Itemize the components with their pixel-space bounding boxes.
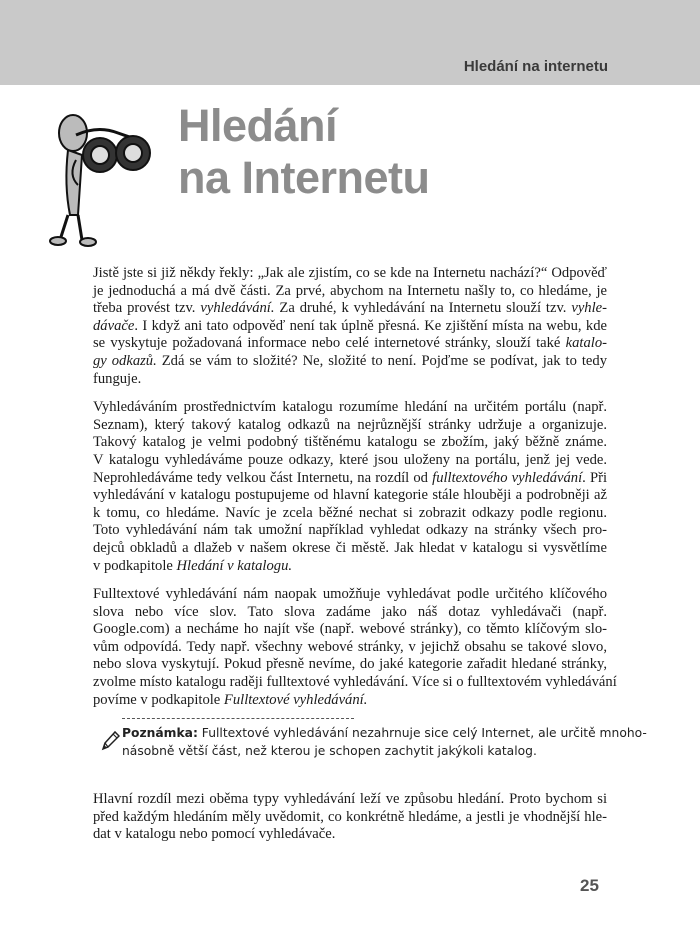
text-segment: v podkapitole (93, 557, 177, 574)
text-segment: . Při (582, 469, 607, 486)
text-line (93, 318, 607, 336)
italic-term: vyhle- (571, 300, 607, 317)
text-segment: Vyhledáváním prostřednictvím katalogu rozumíme hledání na určitém portálu (např. (93, 399, 607, 416)
page-title (178, 100, 430, 204)
running-header-title: Hledání na internetu (463, 58, 608, 75)
text-segment: dejců obkladů a dlažeb v našem okrese či městě. Jak hledat v katalogu si vysvětlíme (93, 539, 607, 556)
italic-term: katalo- (565, 335, 607, 352)
body-text (93, 265, 617, 720)
text-line (93, 487, 607, 505)
paragraph (93, 791, 607, 844)
text-line (93, 505, 607, 523)
italic-term: gy odkazů. (93, 352, 157, 369)
text-segment: k tomu, co hledáme. Navíc je zcela běžné nechat si zobrazit odkazy podle regionu. (93, 504, 607, 521)
text-segment: Zdá se vám to složité? Ne, složité to není. Pojďme se podívat, jak to tedy (156, 352, 608, 369)
note-text (122, 724, 647, 760)
note-divider (122, 718, 354, 719)
text-line (93, 399, 607, 417)
text-line (93, 470, 607, 488)
text-line (93, 283, 607, 301)
text-segment: Hlavní rozdíl mezi oběma typy vyhledávání leží ve způsobu hledání. Proto bychom si (93, 791, 607, 807)
text-line (93, 639, 607, 657)
text-segment: dat v katalogu nebo pomocí vyhledávače. (93, 826, 336, 843)
text-segment: Fulltextové vyhledávání nám naopak umožňuje vyhledávat podle určitého klíčového (93, 586, 607, 603)
text-line (93, 434, 607, 452)
text-line (93, 604, 607, 622)
text-segment: Neprohledáváme tedy velkou část Internetu, na rozdíl od (93, 469, 433, 486)
text-line (93, 265, 607, 283)
text-line (93, 674, 617, 692)
text-segment: Seznam), který takový katalog odkazů na nejrůznější stránky udržuje a organizuje. (93, 416, 607, 433)
text-segment: před každým hledáním měly uvědomit, co konkrétně hledáme, a jestli je vhodnější hle- (93, 808, 607, 825)
italic-term: Fulltextové vyhledávání. (223, 691, 368, 708)
italic-term: dávače (93, 317, 135, 334)
text-line (93, 692, 607, 710)
text-line (93, 417, 607, 435)
text-segment: zvolme místo katalogu raději fulltextové vyhledávání. Více si o fulltextovém vyhledávání (93, 674, 617, 691)
text-segment: vům odpovídá. Tedy např. všechny webové stránky, v jejichž obsahu se takové slovo, (93, 638, 607, 655)
final-paragraph (93, 791, 607, 855)
text-segment: slova nebo více slov. Tato slova zadáme jako náš dotaz vyhledávači (např. (93, 603, 607, 620)
text-line (93, 809, 607, 827)
text-segment: se vyskytuje požadovaná informace nebo celé internetové stránky, slouží také (93, 335, 566, 352)
text-segment: povíme v podkapitole (93, 691, 224, 708)
text-line (93, 522, 607, 540)
title-line-2: na Internetu (178, 152, 430, 203)
text-segment: Za druhé, k vyhledávání na Internetu slouží tzv. (274, 300, 572, 317)
text-segment: V katalogu vyhledáváme pouze odkazy, které jsou uloženy na portálu, jenž jej vede. (93, 451, 607, 468)
italic-term: fulltextového vyhledávání (432, 469, 583, 486)
paragraph (93, 265, 607, 388)
text-line (93, 300, 607, 318)
pencil-icon (100, 730, 120, 757)
text-line (93, 540, 607, 558)
text-segment: nebo slova vyskytují. Pokud přesně nevíme, do jaké kategorie zařadit hledané stránky, (93, 656, 607, 673)
text-segment: Jistě jste si již někdy řekly: „Jak ale zjistím, co se kde na Internetu nachází?“ Odpověď (93, 265, 607, 281)
page-number: 25 (580, 876, 599, 895)
italic-term: vyhledávání. (200, 300, 275, 317)
text-line (93, 452, 607, 470)
text-line (93, 656, 607, 674)
text-line (93, 558, 607, 576)
italic-term: Hledání v katalogu. (176, 557, 293, 574)
text-line (93, 621, 607, 639)
text-line (93, 371, 607, 389)
text-segment: funguje. (93, 370, 142, 387)
note-line-1: Fulltextové vyhledávání nezahrnuje sice celý Internet, ale určitě mnoho- (197, 726, 647, 740)
text-line (93, 335, 607, 353)
note-line-2: násobně větší část, než kterou je schopen zachytit jakýkoli katalog. (122, 744, 537, 758)
text-segment: . I když ani tato odpověď není tak úplně přesná. Ke zjištění místa na webu, kde (134, 317, 607, 334)
text-segment: třeba provést tzv. (93, 300, 201, 317)
text-line (93, 826, 607, 844)
paragraph (93, 586, 617, 709)
binoculars-figure-icon (38, 105, 158, 255)
text-segment: Google.com) a necháme ho najít vše (např. webové stránky), co těmto klíčovým slo- (93, 621, 607, 638)
paragraph (93, 399, 607, 575)
text-line (93, 586, 607, 604)
text-segment: je jednoduchá a má dvě části. Za prvé, abychom na Internetu našly to, co hledáme, je (93, 282, 607, 299)
title-line-1: Hledání (178, 100, 338, 151)
note-box (100, 718, 647, 760)
text-segment: Takový katalog je velmi podobný tištěnému katalogu se zbožím, jaký běžně známe. (93, 434, 607, 451)
text-segment: vyhledávání v katalogu postupujeme od hlavní kategorie stále hlouběji a podrobněji až (93, 487, 607, 504)
note-label: Poznámka: (122, 726, 198, 740)
text-line (93, 791, 607, 809)
text-segment: Toto vyhledávání nám tak umožní například vyhledat odkazy na stránky všech pro- (93, 522, 607, 539)
text-line (93, 353, 607, 371)
